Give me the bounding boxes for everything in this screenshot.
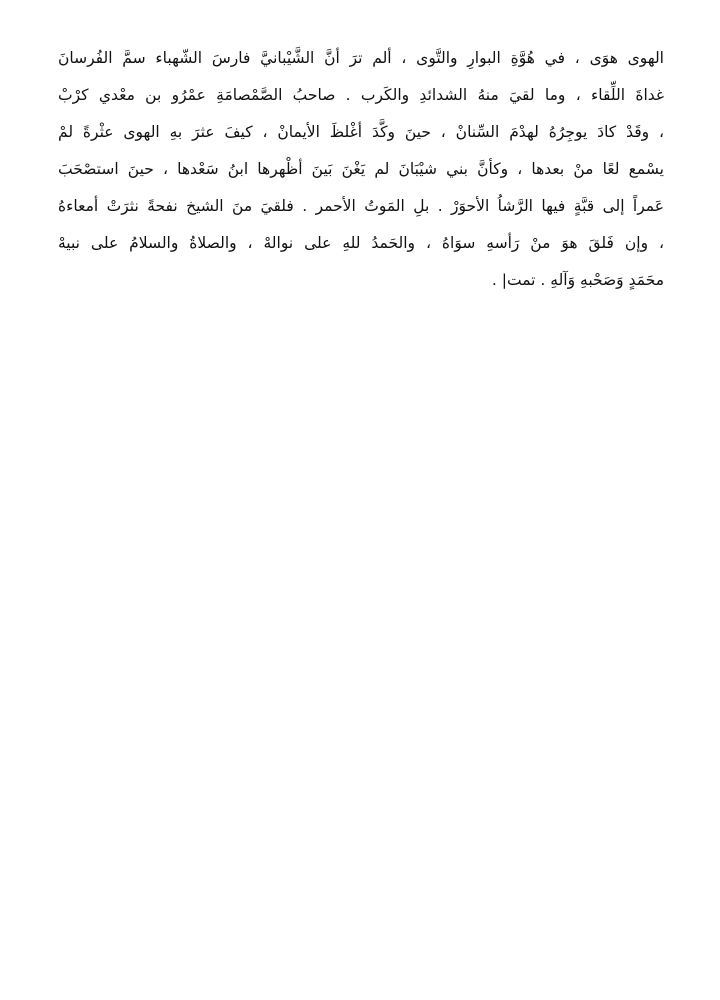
- text-line-6: ، وإن فَلقَ هوَ منْ رَأسهِ سوَاهُ ، والحَمدُ للهِ على نوالهْ ، والصلاةُ والسلامُ على نبيهْ: [58, 234, 664, 252]
- text-line-7: محَمَدٍ وَصَحْبهِ وَآلهِ . تمت| .: [491, 271, 664, 289]
- text-line-4: يسْمع لعًا منْ بعدها ، وكأنَّ بني شيْبَانَ لم يَغْنَ بَينَ أظْهرها ابنُ سَعْدها ، حينَ استصْحَبَ: [58, 160, 664, 178]
- text-line-3: ، وقَدْ كادَ يوجِرُهُ لهدْمَ السِّنانْ ، حينَ وكَّدَ أغْلظَ الأيمانْ ، كيفَ عثرَ بهِ الهوى عثْرةً لمْ: [58, 123, 664, 141]
- text-line-1: الهوى هوَى ، في هُوَّةِ البوارِ والتَّوى ، ألم ترَ أنَّ الشَّيْبانيَّ فارسَ الشّهباء سمَّ الفُرسانَ: [58, 49, 664, 67]
- text-line-2: غداةَ اللِّقاء ، وما لقيَ منهُ الشدائدِ والكَرب . صاحبُ الصَّمْصامَةِ عمْرُو بن معْدي كرْبْ: [58, 86, 664, 104]
- arabic-text-block: [58, 40, 664, 299]
- text-line-5: عَمراً إلى قبَّةٍ فيها الرَّشاُ الأحوَرْ . بلِ المَوتُ الأحمر . فلقيَ منَ الشيخ نفحةً نثرَتْ أمعاءهُ: [58, 197, 664, 215]
